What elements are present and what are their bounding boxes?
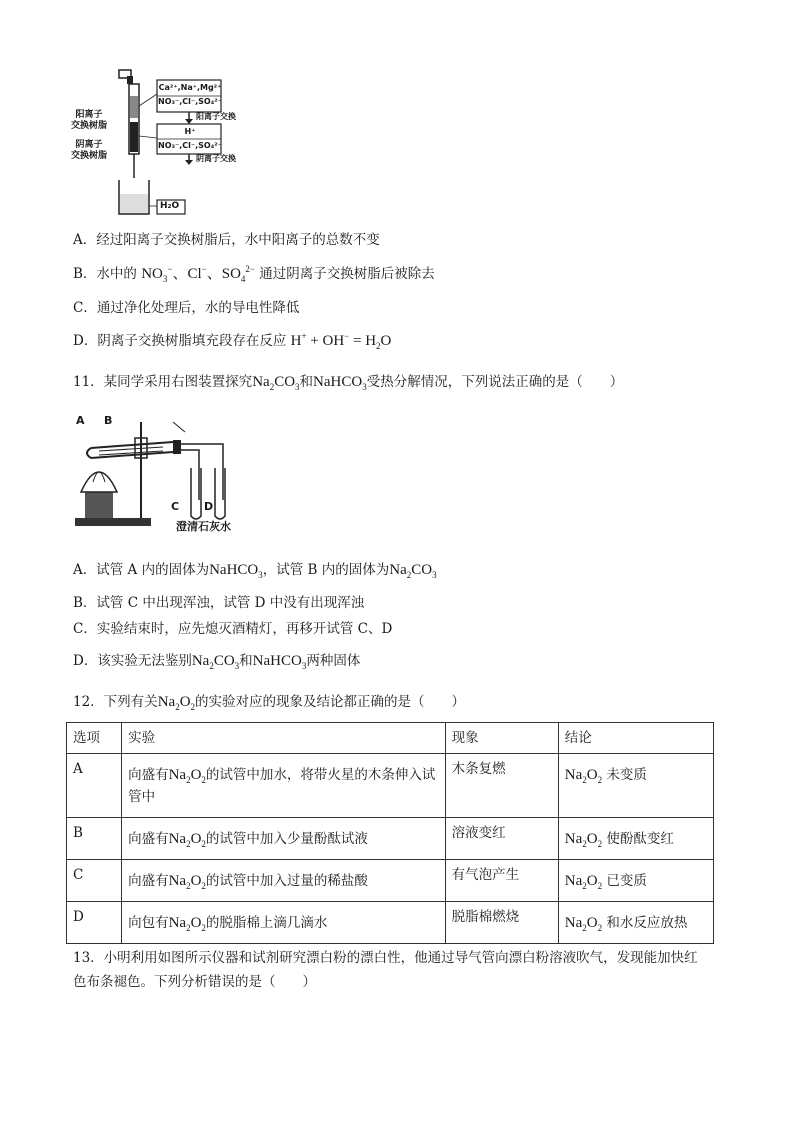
table-row [67, 902, 714, 944]
table-cell-conclusion: $Na_2O_2$ 使酚酞变红 [558, 818, 713, 860]
figure1-box1: Ca²⁺,Na⁺,Mg²⁺ NO₃⁻,Cl⁻,SO₄²⁻ [158, 83, 222, 106]
table-header-experiment: 实验 [122, 723, 446, 754]
table-row [67, 754, 714, 818]
table-cell-conclusion: $Na_2O_2$ 已变质 [558, 860, 713, 902]
figure2-label-a: A [76, 414, 85, 427]
figure2-label-b: B [104, 414, 113, 427]
table-row [67, 860, 714, 902]
q13-stem-line1: 13．小明利用如图所示仪器和试剂研究漂白粉的漂白性，他通过导气管向漂白粉溶液吹气，发现能加快红 [73, 950, 698, 966]
q10-option-d: D．阴离子交换树脂填充段存在反应 $H^+ + OH^- = H_2O$ [73, 331, 392, 351]
table-cell-phenomenon: 溶液变红 [445, 818, 558, 860]
figure1-box3: H₂O [160, 201, 180, 211]
q10-option-b: B．水中的 $NO_3^-$、Cl−、$SO_4^{2-}$ 通过阴离子交换树脂后被除去 [73, 264, 435, 284]
table-cell-phenomenon: 脱脂棉燃烧 [445, 902, 558, 944]
q11-stem: 11．某同学采用右图装置探究$Na_2CO_3$和NaHCO$_3$受热分解情况，下列说法正确的是（ ） [73, 374, 624, 392]
heating-apparatus-figure [73, 412, 253, 530]
q10-option-a: A．经过阳离子交换树脂后，水中阳离子的总数不变 [73, 232, 380, 248]
table-cell-option: C [67, 860, 122, 902]
figure1-arrow1-label: 阳离子交换 [196, 112, 236, 121]
q11-option-b: B．试管 C 中出现浑浊，试管 D 中没有出现浑浊 [73, 595, 365, 611]
figure1-left-labels: 阳离子 交换树脂 阴离子 交换树脂 [70, 110, 107, 161]
table-cell-experiment: 向盛有$Na_2O_2$的试管中加水，将带火星的木条伸入试管中 [122, 754, 446, 818]
figure2-label-d: D [204, 500, 214, 513]
table-cell-option: B [67, 818, 122, 860]
table-cell-option: D [67, 902, 122, 944]
table-cell-experiment: 向盛有$Na_2O_2$的试管中加入少量酚酞试液 [122, 818, 446, 860]
experiment-table [66, 722, 714, 944]
figure1-box2: H⁺ NO₃⁻,Cl⁻,SO₄²⁻ [158, 127, 222, 150]
table-header-row [67, 723, 714, 754]
figure1-arrow2-label: 阴离子交换 [196, 154, 236, 163]
table-cell-experiment: 向包有$Na_2O_2$的脱脂棉上滴几滴水 [122, 902, 446, 944]
q11-option-c: C．实验结束时，应先熄灭酒精灯，再移开试管 C、D [73, 621, 393, 637]
figure2-caption: 澄清石灰水 [176, 520, 231, 533]
table-cell-option: A [67, 754, 122, 818]
table-header-phenomenon: 现象 [445, 723, 558, 754]
figure2-label-c: C [171, 500, 180, 513]
table-cell-phenomenon: 有气泡产生 [445, 860, 558, 902]
q13-stem-line2: 色布条褪色。下列分析错误的是（ ） [73, 974, 316, 990]
q11-option-a: A．试管 A 内的固体为NaHCO$_3$，试管 B 内的固体为$Na_2CO_3$ [73, 562, 437, 580]
table-row [67, 818, 714, 860]
q12-stem: 12．下列有关$Na_2O_2$的实验对应的现象及结论都正确的是（ ） [73, 694, 466, 712]
table-cell-conclusion: $Na_2O_2$ 和水反应放热 [558, 902, 713, 944]
q11-option-d: D．该实验无法鉴别$Na_2CO_3$和NaHCO$_3$两种固体 [73, 653, 361, 671]
table-header-option: 选项 [67, 723, 122, 754]
q10-option-c: C．通过净化处理后，水的导电性降低 [73, 300, 300, 316]
table-header-conclusion: 结论 [558, 723, 713, 754]
table-cell-experiment: 向盛有$Na_2O_2$的试管中加入过量的稀盐酸 [122, 860, 446, 902]
table-cell-conclusion: $Na_2O_2$ 未变质 [558, 754, 713, 818]
table-cell-phenomenon: 木条复燃 [445, 754, 558, 818]
